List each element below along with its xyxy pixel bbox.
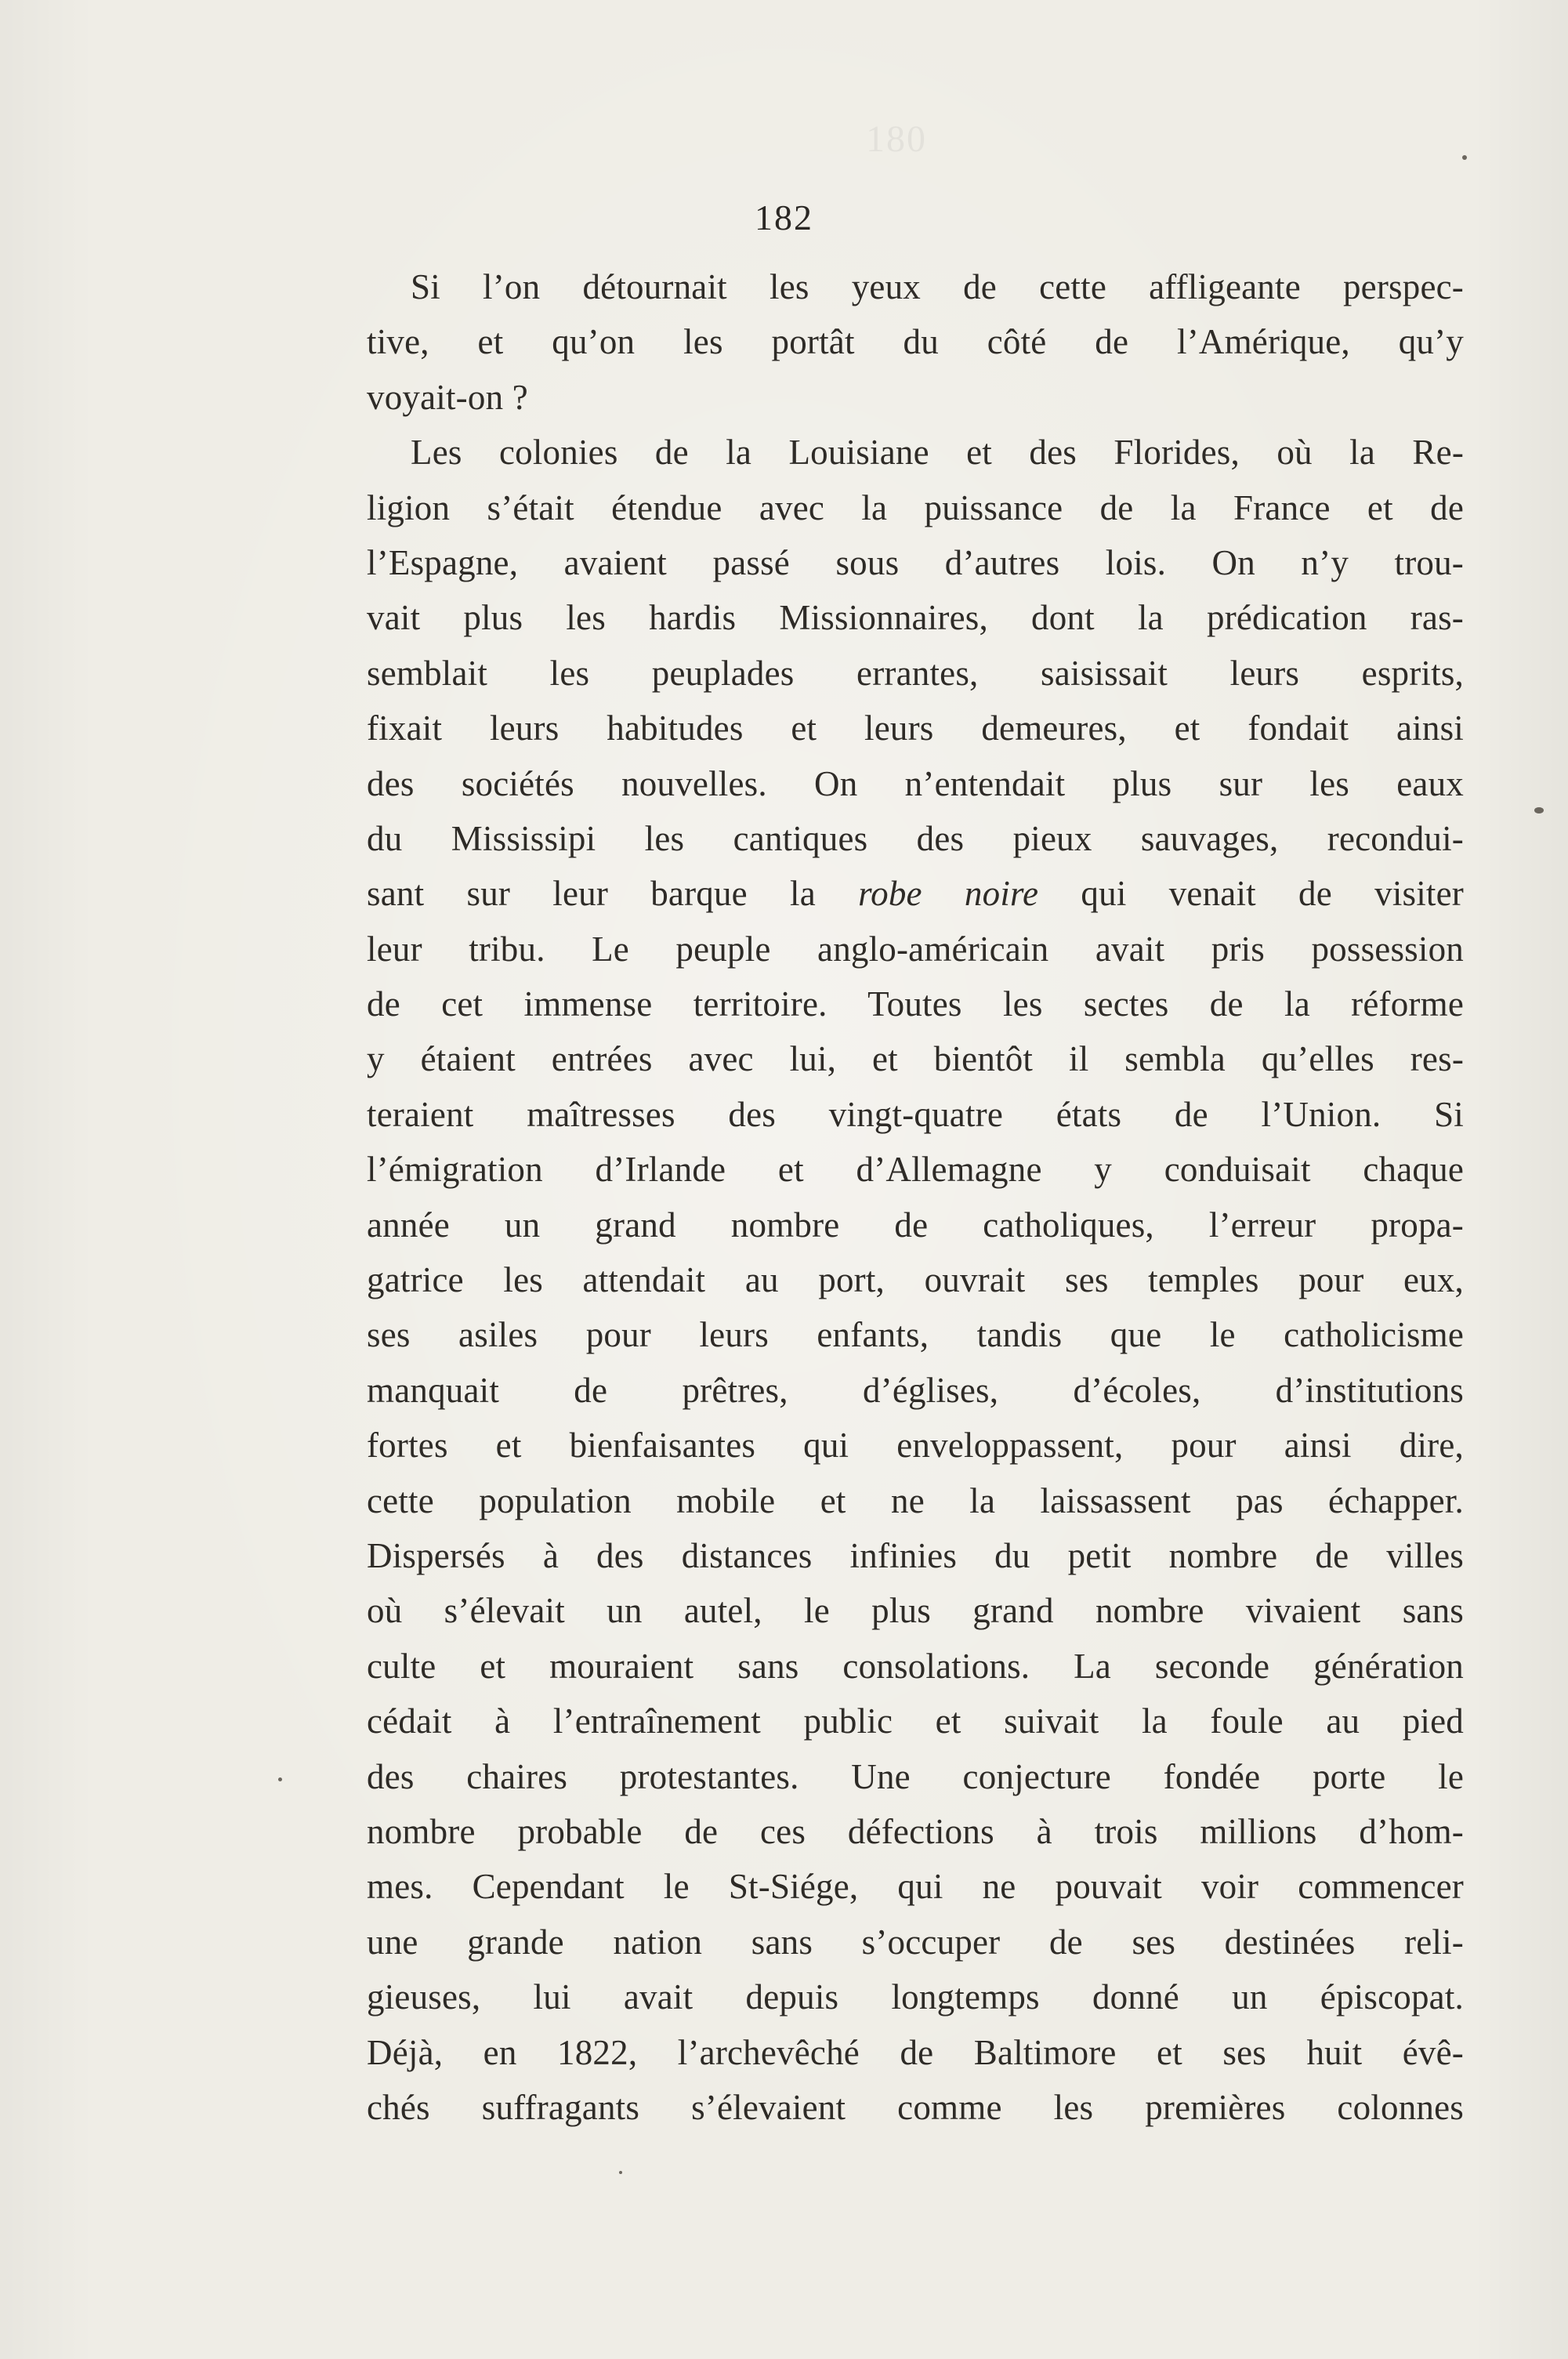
text-line: gieuses, lui avait depuis longtemps donné un épiscopat. [367, 1977, 1464, 2017]
text-line: où s’élevait un autel, le plus grand nombre vivaient sans [367, 1591, 1464, 1631]
text-line: Si l’on détournait les yeux de cette affligeante perspec- [411, 267, 1464, 306]
text-line: l’Espagne, avaient passé sous d’autres lois. On n’y trou- [367, 542, 1464, 582]
text-run: sant sur leur barque la [367, 874, 859, 914]
text-line: l’émigration d’Irlande et d’Allemagne y conduisait chaque [367, 1150, 1464, 1190]
text-line: Déjà, en 1822, l’archevêché de Baltimore et ses huit évê- [367, 2032, 1464, 2072]
text-line: gatrice les attendait au port, ouvrait ses temples pour eux, [367, 1260, 1464, 1300]
text-line: des chaires protestantes. Une conjecture fondée porte le [367, 1756, 1464, 1796]
page-number: 182 [755, 197, 813, 237]
text-line: mes. Cependant le St-Siége, qui ne pouvait voir commencer [367, 1867, 1464, 1907]
text-line: nombre probable de ces défections à trois millions d’hom- [367, 1811, 1464, 1851]
text-line: ligion s’était étendue avec la puissance de la France et de [367, 487, 1464, 527]
text-line: ses asiles pour leurs enfants, tandis que le catholicisme [367, 1315, 1464, 1355]
text-line: Les colonies de la Louisiane et des Florides, où la Re- [411, 433, 1464, 473]
text-line: des sociétés nouvelles. On n’entendait plus sur les eaux [367, 763, 1464, 803]
text-line: teraient maîtresses des vingt-quatre états de l’Union. Si [367, 1094, 1464, 1134]
paper-speck [619, 2171, 622, 2174]
body-text [367, 259, 1464, 2135]
text-line: cédait à l’entraînement public et suivait la foule au pied [367, 1701, 1464, 1741]
paper-speck [278, 1777, 282, 1781]
text-line-with-italic [367, 866, 1464, 921]
text-line: Dispersés à des distances infinies du petit nombre de villes [367, 1535, 1464, 1575]
text-line: y étaient entrées avec lui, et bientôt il sembla qu’elles res- [367, 1039, 1464, 1079]
text-line: voyait-on ? [367, 377, 528, 417]
text-line: du Mississipi les cantiques des pieux sauvages, recondui- [367, 818, 1464, 858]
text-line: une grande nation sans s’occuper de ses destinées reli- [367, 1922, 1464, 1962]
text-line: leur tribu. Le peuple anglo-américain avait pris possession [367, 929, 1464, 969]
paper-speck [1534, 807, 1544, 814]
text-run: qui venait de visiter [1038, 874, 1464, 914]
text-line: de cet immense territoire. Toutes les sectes de la réforme [367, 984, 1464, 1024]
italic-term: robe noire [858, 874, 1039, 914]
text-line: vait plus les hardis Missionnaires, dont la prédication ras- [367, 598, 1464, 638]
text-line: culte et mouraient sans consolations. La seconde génération [367, 1646, 1464, 1686]
text-line: chés suffragants s’élevaient comme les premières colonnes [367, 2087, 1464, 2127]
text-line: manquait de prêtres, d’églises, d’écoles, d’institutions [367, 1370, 1464, 1410]
text-line: fixait leurs habitudes et leurs demeures, et fondait ainsi [367, 708, 1464, 748]
text-line: année un grand nombre de catholiques, l’erreur propa- [367, 1205, 1464, 1245]
paper-speck [1462, 155, 1467, 160]
bleed-through-page-number: 180 [866, 118, 927, 160]
text-line: fortes et bienfaisantes qui enveloppassent, pour ainsi dire, [367, 1426, 1464, 1466]
text-line: semblait les peuplades errantes, saisissait leurs esprits, [367, 653, 1464, 693]
text-line: cette population mobile et ne la laissassent pas échapper. [367, 1480, 1464, 1520]
text-line: tive, et qu’on les portât du côté de l’Amérique, qu’y [367, 322, 1464, 362]
